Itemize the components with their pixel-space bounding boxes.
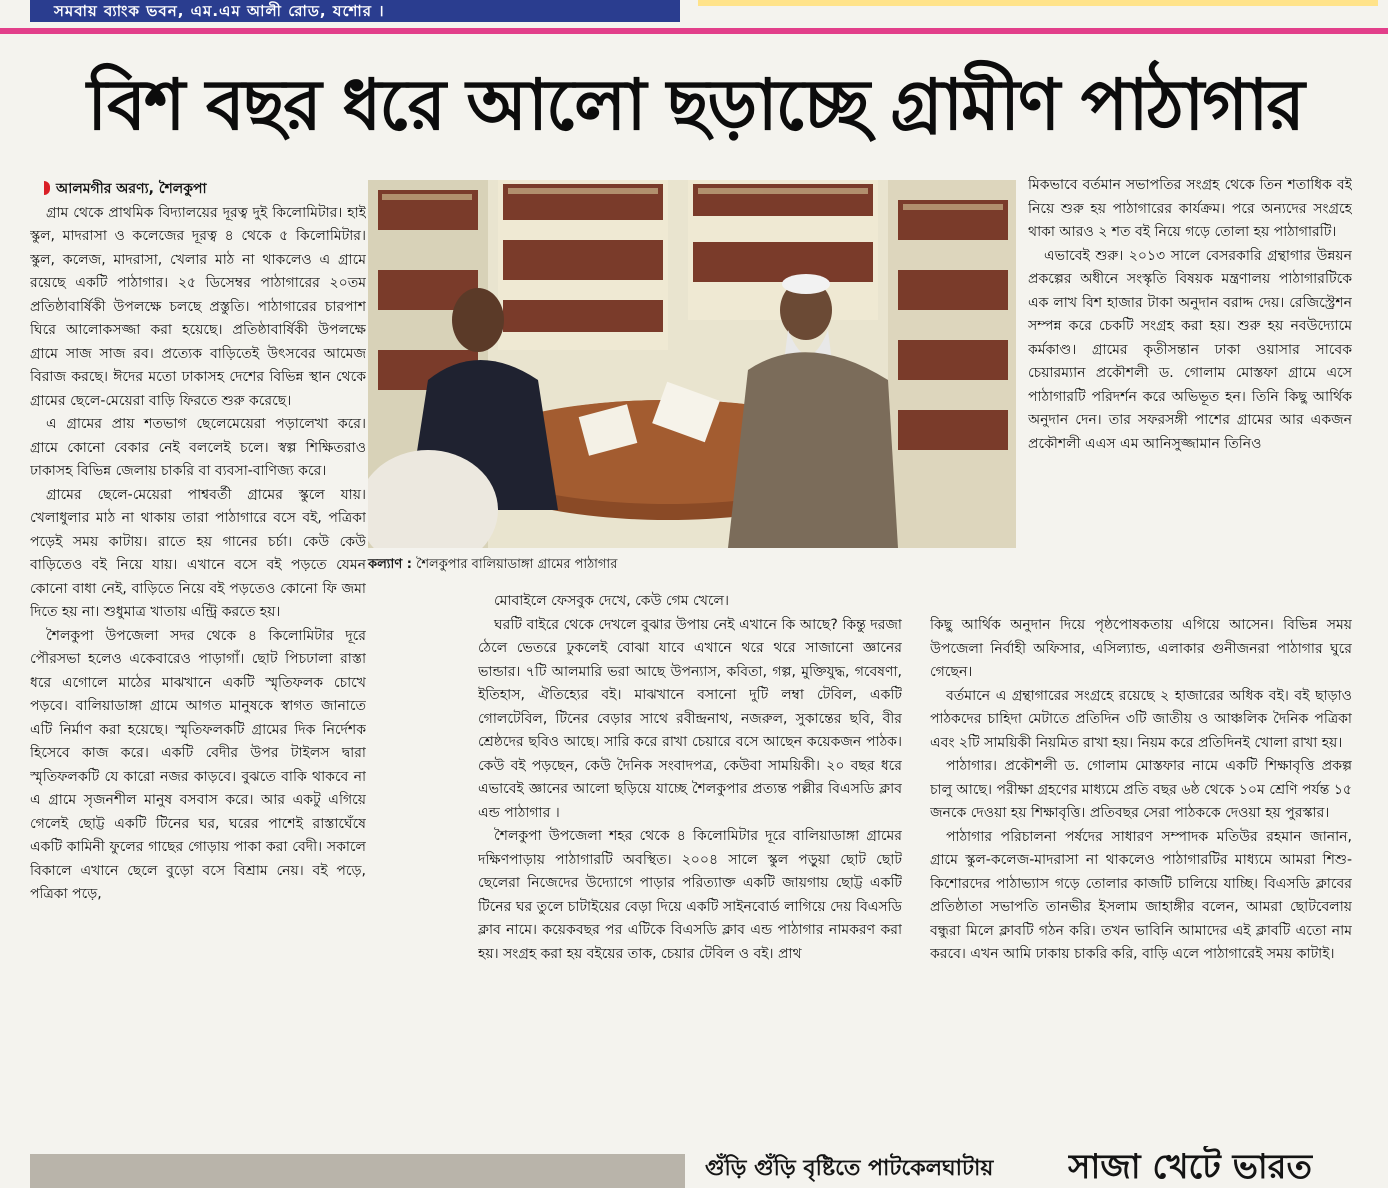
bottom-headline-middle: গুঁড়ি গুঁড়ি বৃষ্টিতে পাটকেলঘাটায়: [705, 1156, 994, 1181]
paragraph: মিকভাবে বর্তমান সভাপতির সংগ্রহ থেকে তিন শতাধিক বই নিয়ে শুরু হয় পাঠাগারের কার্যক্রম। পরে অন্যদের সংগ্রহে থাকা আরও ২ শত বই নিয়ে গড়ে তোলা হয় পাঠাগারটি।: [1028, 177, 1352, 240]
photo-illustration: [368, 180, 1016, 548]
library-photo: [368, 180, 1016, 548]
article-column-2: [478, 590, 902, 1135]
adjacent-article-edge: [1360, 160, 1388, 1150]
paragraph: কিছু আর্থিক অনুদান দিয়ে পৃষ্ঠপোষকতায় এগিয়ে আসেন। বিভিন্ন সময় উপজেলা নির্বাহী অফিসার, এসিল্যান্ড, এলাকার গুনীজনরা পাঠাগার ঘুরে গেছেন।: [930, 617, 1352, 680]
byline: [30, 178, 366, 202]
banner-yellow-strip: [698, 0, 1378, 6]
article-column-3-top: [1028, 174, 1352, 614]
banner-address: সমবায় ব্যাংক ভবন, এম.এম আলী রোড, যশোর ।: [30, 0, 680, 22]
photo-caption: [368, 552, 1016, 578]
headline: বিশ বছর ধরে আলো ছড়াচ্ছে গ্রামীণ পাঠাগার: [87, 64, 1303, 146]
article-column-1: [30, 178, 366, 1143]
paragraph: শৈলকুপা উপজেলা সদর থেকে ৪ কিলোমিটার দূরে পৌরসভা হলেও একেবারেও পাড়াগাঁ। ছোট পিচঢালা রাস্তা ধরে এগোলে মাঠের মাঝখানে একটি স্মৃতিফলক চোখে পড়বে। বালিয়াডাঙ্গা গ্রামে আগত মানুষকে স্বাগত জানাতে এটি নির্মাণ করা হয়েছে। স্মৃতিফলকটি গ্রামের দিক নির্দেশক হিসেবে কাজ করে। একটি বেদীর উপর টাইলস দ্বারা স্মৃতিফলকটি যে কারো নজর কাড়বে। বুঝতে বাকি থাকবে না এ গ্রামে সৃজনশীল মানুষ বসবাস করে। আর একটু এগিয়ে গেলেই ছোট্ট একটি টিনের ঘর, ঘরের পাশেই রাস্তাঘেঁষে একটি কামিনী ফুলের গাছের গোড়ায় পাকা করা বেদী। সকালে বিকালে এখানে ছেলে বুড়ো বসে বিশ্রাম নেয়। বই পড়ে, পত্রিকা পড়ে,: [30, 627, 366, 902]
caption-text: শৈলকুপার বালিয়াডাঙ্গা গ্রামের পাঠাগার: [416, 557, 618, 572]
paragraph: পাঠাগার পরিচালনা পর্ষদের সাধারণ সম্পাদক মতিউর রহমান জানান, গ্রামে স্কুল-কলেজ-মাদরাসা না থাকলেও পাঠাগারটির মাধ্যমে আমরা শিশু-কিশোরদের পাঠাভ্যাস গড়ে তোলার কাজটি চালিয়ে যাচ্ছি। বিএসডি ক্লাবের প্রতিষ্ঠাতা সভাপতি তানভীর ইসলাম জাহাঙ্গীর বলেন, আমরা ছোটবেলায় বন্ধুরা মিলে ক্লাবটি গঠন করি। তখন ভাবিনি আমাদের এই ক্লাবটি এতো নাম করবে। এখন আমি ঢাকায় চাকরি করি, বাড়ি এলে পাঠাগারেই সময় কাটাই।: [930, 828, 1352, 962]
byline-text: আলমগীর অরণ্য, শৈলকুপা: [56, 181, 207, 197]
paragraph: মোবাইলে ফেসবুক দেখে, কেউ গেম খেলে।: [494, 593, 729, 609]
bottom-headline-right: সাজা খেটে ভারত: [1068, 1147, 1312, 1187]
paragraph: ঘরটি বাইরে থেকে দেখলে বুঝার উপায় নেই এখানে কি আছে? কিন্তু দরজা ঠেলে ভেতরে ঢুকলেই বোঝা যাবে এখানে থরে থরে সাজানো জ্ঞানের ভান্ডার। ৭টি আলমারি ভরা আছে উপন্যাস, কবিতা, গল্প, মুক্তিযুদ্ধ, গবেষণা, ইতিহাস, ঐতিহ্যের বই। মাঝখানে বসানো দুটি লম্বা টেবিল, একটি গোলটেবিল, টিনের বেড়ার সাথে রবীন্দ্রনাথ, নজরুল, সুকান্তের ছবি, বীর শ্রেষ্ঠদের ছবিও আছে। সারি করে রাখা চেয়ারে বসে আছেন কয়েকজন পাঠক। কেউ বই পড়ছেন, কেউ দৈনিক সংবাদপত্র, কেউবা সাময়িকী। ২০ বছর ধরে এভাবেই জ্ঞানের আলো ছড়িয়ে যাচ্ছে শৈলকুপার প্রত্যন্ত পল্লীর বিএসডি ক্লাব এন্ড পাঠাগার ।: [478, 616, 902, 821]
paragraph: শৈলকুপা উপজেলা শহর থেকে ৪ কিলোমিটার দূরে বালিয়াডাঙ্গা গ্রামের দক্ষিণপাড়ায় পাঠাগারটি অবস্থিত। ২০০৪ সালে স্কুল পড়ুয়া ছোট ছোট ছেলেরা নিজেদের উদ্যোগে পাড়ার পরিত্যাক্ত একটি জায়গায় ছোট্ট একটি টিনের ঘর তুলে চাটাইয়ের বেড়া দিয়ে একটি সাইনবোর্ড লাগিয়ে দেয় বিএসডি ক্লাব নামে। কয়েকবছর পর এটিকে বিএসডি ক্লাব এন্ড পাঠাগার নামকরণ করা হয়। সংগ্রহ করা হয় বইয়ের তাক, চেয়ার টেবিল ও বই। প্রাথ: [478, 828, 902, 962]
paragraph: বর্তমানে এ গ্রন্থাগারের সংগ্রহে রয়েছে ২ হাজারের অধিক বই। বই ছাড়াও পাঠকদের চাহিদা মেটাতে প্রতিদিন ৩টি জাতীয় ও আঞ্চলিক দৈনিক পত্রিকা এবং ২টি সাময়িকী নিয়মিত রাখা হয়। নিয়ম করে প্রতিদিনই খোলা রাখা হয়।: [930, 687, 1352, 751]
bottom-photo-strip: [30, 1154, 685, 1188]
paragraph: এভাবেই শুরু। ২০১৩ সালে বেসরকারি গ্রন্থাগার উন্নয়ন প্রকল্পের অধীনে সংস্কৃতি বিষয়ক মন্ত্রণালয় পাঠাগারটিকে এক লাখ বিশ হাজার টাকা অনুদান বরাদ্দ দেয়। রেজিস্ট্রেশন সম্পন্ন করে চেকটি সংগ্রহ করা হয়। শুরু হয় নবউদ্যোমে কর্মকাণ্ড। গ্রামের কৃতীসন্তান ঢাকা ওয়াসার সাবেক চেয়ারম্যান প্রকৌশলী ড. গোলাম মোস্তফা গ্রামে এসে পাঠাগারটি পরিদর্শন করে অভিভূত হন। তিনি কিছু আর্থিক অনুদান দেন। তার সফরসঙ্গী পাশের গ্রামের আর একজন প্রকৌশলী এএস এম আনিসুজ্জামান তিনিও: [1028, 247, 1352, 452]
byline-marker-icon: [44, 181, 50, 195]
accent-rule: [0, 28, 1388, 34]
paragraph: পাঠাগার। প্রকৌশলী ড. গোলাম মোস্তফার নামে একটি শিক্ষাবৃত্তি প্রকল্প চালু আছে। পরীক্ষা গ্রহণের মাধ্যমে প্রতি বছর ৬ষ্ঠ থেকে ১০ম শ্রেণি পর্যন্ত ১৫ জনকে দেওয়া হয় শিক্ষাবৃত্তি। প্রতিবছর সেরা পাঠককে দেওয়া হয় পুরস্কার।: [930, 758, 1352, 821]
bottom-section: [0, 1147, 1388, 1188]
caption-label: কল্যাণ :: [368, 557, 412, 572]
paragraph: গ্রাম থেকে প্রাথমিক বিদ্যালয়ের দূরত্ব দুই কিলোমিটার। হাই স্কুল, মাদরাসা ও কলেজের দূরত্ব ৪ থেকে ৫ কিলোমিটার। স্কুল, কলেজ, মাদরাসা, খেলার মাঠ না থাকলেও এ গ্রামে রয়েছে একটি পাঠাগার। ২৫ ডিসেম্বর পাঠাগারের ২০তম প্রতিষ্ঠাবার্ষিকী উপলক্ষে চলছে প্রস্তুতি। পাঠাগারের চারপাশ ঘিরে আলোকসজ্জা করা হয়েছে। প্রতিষ্ঠাবার্ষিকী উপলক্ষে গ্রামে সাজ সাজ রব। প্রত্যেক বাড়িতেই উৎসবের আমেজ বিরাজ করছে। ঈদের মতো ঢাকাসহ দেশের বিভিন্ন স্থান থেকে গ্রামের ছেলে-মেয়েরা বাড়ি ফিরতে শুরু করেছে।: [30, 204, 366, 409]
paragraph: গ্রামের ছেলে-মেয়েরা পাশ্ববর্তী গ্রামের স্কুলে যায়। খেলাধুলার মাঠ না থাকায় তারা পাঠাগারে বসে বই, পত্রিকা পড়েই সময় কাটায়। রাতে হয় গানের চর্চা। কেউ কেউ বাড়িতেও বই নিয়ে যায়। এখানে বসে বই পড়তে যেমন কোনো বাধা নেই, বাড়িতে নিয়ে বই পড়তেও কোনো ফি জমা দিতে হয় না। শুধুমাত্র খাতায় এন্ট্রি করতে হয়।: [30, 486, 366, 620]
top-banner: [0, 0, 1388, 26]
paragraph: এ গ্রামের প্রায় শতভাগ ছেলেমেয়েরা পড়ালেখা করে। গ্রামে কোনো বেকার নেই বললেই চলে। স্বল্প শিক্ষিতরাও ঢাকাসহ বিভিন্ন জেলায় চাকরি বা ব্যবসা-বাণিজ্য করে।: [30, 416, 366, 479]
article-column-3-bottom: [930, 614, 1352, 1134]
